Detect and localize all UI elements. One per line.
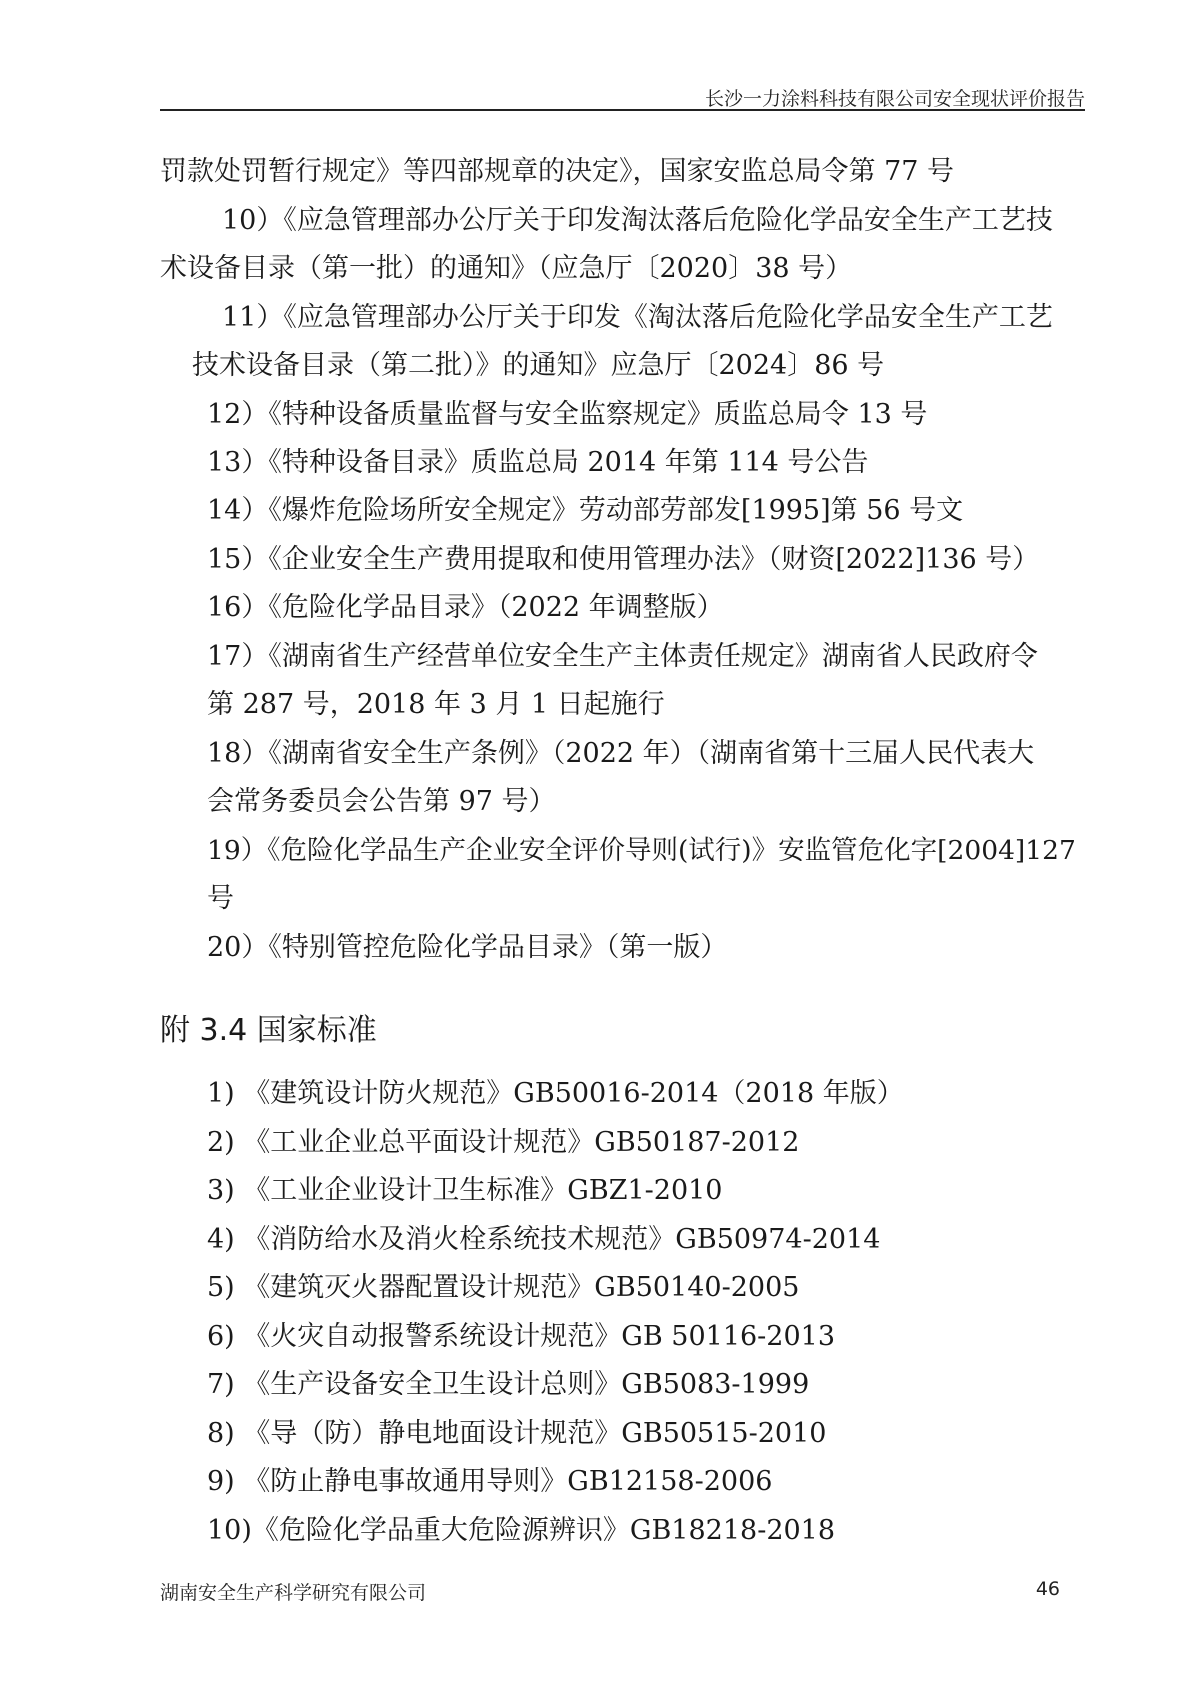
header-divider [160,109,1085,111]
regulation-line: 14）《爆炸危险场所安全规定》劳动部劳部发[1995]第 56 号文 [207,495,964,526]
footer-organization: 湖南安全生产科学研究有限公司 [160,1582,427,1604]
standard-line: 9) 《防止静电事故通用导则》GB12158-2006 [207,1466,773,1497]
standard-line: 10)《危险化学品重大危险源辨识》GB18218-2018 [207,1515,836,1546]
standard-line: 4) 《消防给水及消火栓系统技术规范》GB50974-2014 [207,1224,881,1255]
regulation-line: 会常务委员会公告第 97 号） [207,786,556,817]
section-heading: 附 3.4 国家标准 [160,1013,377,1048]
page-header: 长沙一力涂料科技有限公司安全现状评价报告 [704,88,1085,110]
standard-line: 8) 《导（防）静电地面设计规范》GB50515-2010 [207,1418,827,1449]
regulation-line: 10）《应急管理部办公厅关于印发淘汰落后危险化学品安全生产工艺技 [222,205,1053,236]
regulation-line: 12）《特种设备质量监督与安全监察规定》质监总局令 13 号 [207,399,928,430]
regulation-line: 15）《企业安全生产费用提取和使用管理办法》（财资[2022]136 号） [207,544,1040,575]
regulation-line: 18）《湖南省安全生产条例》（2022 年）（湖南省第十三届人民代表大 [207,738,1035,769]
regulation-line: 11）《应急管理部办公厅关于印发《淘汰落后危险化学品安全生产工艺 [222,302,1053,333]
regulation-line: 号 [207,883,234,914]
regulation-line: 19）《危险化学品生产企业安全评价导则(试行)》安监管危化字[2004]127 [207,835,1076,866]
regulation-line: 16）《危险化学品目录》（2022 年调整版） [207,592,724,623]
regulation-line: 20）《特别管控危险化学品目录》（第一版） [207,932,728,963]
regulation-line: 第 287 号，2018 年 3 月 1 日起施行 [207,689,665,720]
regulation-line: 13）《特种设备目录》质监总局 2014 年第 114 号公告 [207,447,869,478]
standard-line: 6) 《火灾自动报警系统设计规范》GB 50116-2013 [207,1321,836,1352]
standard-line: 2) 《工业企业总平面设计规范》GB50187-2012 [207,1127,800,1158]
page-number: 46 [1035,1578,1060,1600]
regulation-line: 17）《湖南省生产经营单位安全生产主体责任规定》湖南省人民政府令 [207,641,1038,672]
regulation-line: 罚款处罚暂行规定》等四部规章的决定》，国家安监总局令第 77 号 [160,156,955,187]
standard-line: 1) 《建筑设计防火规范》GB50016-2014（2018 年版） [207,1078,904,1109]
regulation-line: 技术设备目录（第二批）》的通知》应急厅〔2024〕86 号 [192,350,885,381]
standard-line: 7) 《生产设备安全卫生设计总则》GB5083-1999 [207,1369,810,1400]
standard-line: 5) 《建筑灭火器配置设计规范》GB50140-2005 [207,1272,800,1303]
standard-line: 3) 《工业企业设计卫生标准》GBZ1-2010 [207,1175,723,1206]
regulation-line: 术设备目录（第一批）的通知》（应急厅〔2020〕38 号） [160,253,853,284]
